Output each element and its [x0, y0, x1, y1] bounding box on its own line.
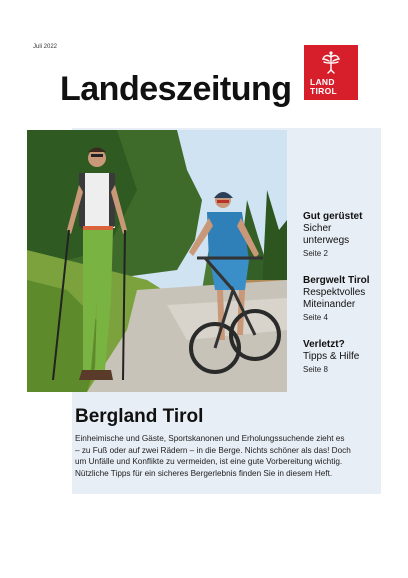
contents-item-subtitle: Respektvolles	[303, 287, 366, 298]
body-line: Nützliche Tipps für ein sicheres Bergerlebnis finden Sie in diesem Heft.	[75, 468, 333, 478]
land-tirol-logo	[304, 45, 358, 100]
issue-date: Juli 2022	[33, 44, 58, 50]
contents-item[interactable]	[303, 274, 381, 324]
contents-item-subtitle: Miteinander	[303, 299, 356, 310]
body-line: um Unfälle und Konflikte zu vermeiden, ist eine gute Vorbereitung wichtig.	[75, 457, 343, 466]
eagle-icon	[321, 50, 341, 74]
contents-item[interactable]	[303, 338, 381, 376]
body-line: Einheimische und Gäste, Sportskanonen und Erholungssuchende zieht es	[75, 434, 345, 443]
cover-photo	[27, 130, 287, 392]
masthead-title: Landeszeitung	[60, 70, 292, 108]
contents-sidebar	[303, 210, 381, 390]
cover-headline: Bergland Tirol	[75, 406, 204, 427]
contents-item-title: Bergwelt Tirol	[303, 275, 370, 286]
contents-item-subtitle: Sicher	[303, 223, 332, 234]
contents-item[interactable]	[303, 210, 381, 260]
cover-body-text	[75, 433, 375, 479]
contents-item-page: Seite 8	[303, 365, 328, 374]
logo-line-land: LAND	[310, 77, 335, 87]
contents-item-subtitle: Tipps & Hilfe	[303, 351, 360, 362]
contents-item-page: Seite 4	[303, 313, 328, 322]
contents-item-title: Gut gerüstet	[303, 211, 363, 222]
contents-item-title: Verletzt?	[303, 339, 345, 350]
contents-item-subtitle: unterwegs	[303, 235, 350, 246]
body-line: – zu Fuß oder auf zwei Rädern – in die Berge. Nichts schöner als das! Doch	[75, 445, 351, 455]
logo-line-tirol: TIROL	[310, 86, 337, 96]
contents-item-page: Seite 2	[303, 249, 328, 258]
